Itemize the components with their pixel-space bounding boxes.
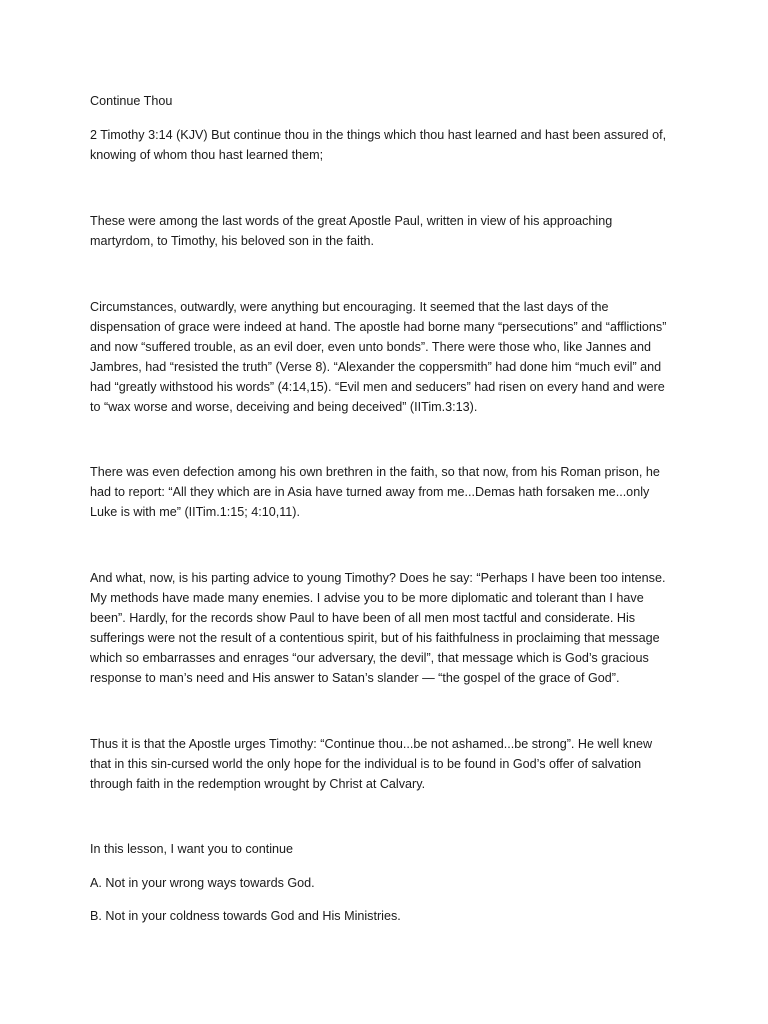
lesson-intro xyxy=(90,839,690,859)
lesson-point-a xyxy=(90,873,690,893)
paragraph-line: There was even defection among his own brethren in the faith, so that now, from his Roman prison, he xyxy=(90,465,660,479)
paragraph-line: Luke is with me” (IITim.1:15; 4:10,11). xyxy=(90,505,300,519)
scripture-verse xyxy=(90,125,690,165)
paragraph-line: Thus it is that the Apostle urges Timothy: “Continue thou...be not ashamed...be strong”. He well knew xyxy=(90,737,653,751)
paragraph-line: And what, now, is his parting advice to young Timothy? Does he say: “Perhaps I have been too intense. xyxy=(90,571,666,585)
paragraph-4 xyxy=(90,568,690,688)
paragraph-line: which so embarrasses and enrages “our adversary, the devil”, that message which is God’s gracious xyxy=(90,651,649,665)
paragraph-3 xyxy=(90,462,690,522)
paragraph-line: sufferings were not the result of a contentious spirit, but of his faithfulness in proclaiming that message xyxy=(90,631,660,645)
paragraph-1 xyxy=(90,211,690,251)
paragraph-line: response to man’s need and His answer to Satan’s slander — “the gospel of the grace of God”. xyxy=(90,671,620,685)
paragraph-line: through faith in the redemption wrought by Christ at Calvary. xyxy=(90,777,426,791)
paragraph-line: Circumstances, outwardly, were anything but encouraging. It seemed that the last days of the xyxy=(90,300,609,314)
paragraph-line: Jambres, had “resisted the truth” (Verse 8). “Alexander the coppersmith” had done him “much evil” and xyxy=(90,360,662,374)
lesson-intro-line: In this lesson, I want you to continue xyxy=(90,842,294,856)
paragraph-line: had “greatly withstood his words” (4:14,15). “Evil men and seducers” had risen on every hand and were xyxy=(90,380,665,394)
paragraph-line: had to report: “All they which are in Asia have turned away from me...Demas hath forsaken me...only xyxy=(90,485,650,499)
paragraph-line: martyrdom, to Timothy, his beloved son in the faith. xyxy=(90,234,374,248)
verse-line: knowing of whom thou hast learned them; xyxy=(90,148,324,162)
paragraph-5 xyxy=(90,734,690,794)
lesson-point-b xyxy=(90,906,690,926)
verse-line: 2 Timothy 3:14 (KJV) But continue thou in the things which thou hast learned and hast been assured of, xyxy=(90,128,667,142)
paragraph-line: that in this sin-cursed world the only hope for the individual is to be found in God’s offer of salvation xyxy=(90,757,642,771)
paragraph-2 xyxy=(90,297,690,417)
lesson-point-line: A. Not in your wrong ways towards God. xyxy=(90,876,315,890)
paragraph-line: been”. Hardly, for the records show Paul to have been of all men most tactful and considerate. His xyxy=(90,611,636,625)
title-line: Continue Thou xyxy=(90,94,173,108)
paragraph-line: and now “suffered trouble, as an evil doer, even unto bonds”. There were those who, like Jannes and xyxy=(90,340,652,354)
lesson-point-line: B. Not in your coldness towards God and His Ministries. xyxy=(90,909,401,923)
paragraph-line: dispensation of grace were indeed at hand. The apostle had borne many “persecutions” and “afflictions” xyxy=(90,320,667,334)
paragraph-line: My methods have made many enemies. I advise you to be more diplomatic and tolerant than I have xyxy=(90,591,644,605)
paragraph-line: to “wax worse and worse, deceiving and being deceived” (IITim.3:13). xyxy=(90,400,478,414)
paragraph-line: These were among the last words of the great Apostle Paul, written in view of his approaching xyxy=(90,214,613,228)
document-title xyxy=(90,91,690,111)
